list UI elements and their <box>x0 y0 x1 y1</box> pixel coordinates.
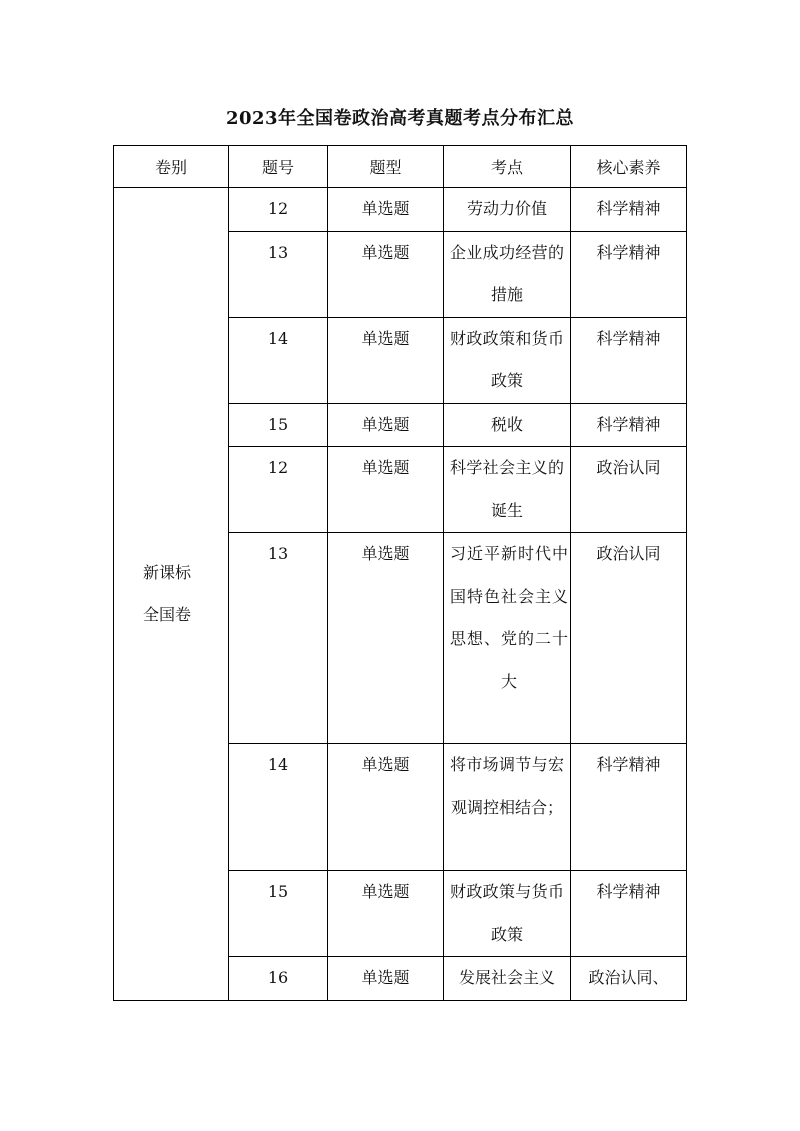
question-type: 单选题 <box>328 447 444 533</box>
question-number: 13 <box>229 533 328 744</box>
question-type: 单选题 <box>328 744 444 871</box>
exam-point: 发展社会主义 <box>444 957 571 1001</box>
header-volume: 卷别 <box>114 146 229 188</box>
document-title: 2023年全国卷政治高考真题考点分布汇总 <box>225 108 575 129</box>
core-literacy: 科学精神 <box>571 231 687 317</box>
question-number: 15 <box>229 871 328 957</box>
core-literacy: 科学精神 <box>571 403 687 447</box>
header-question-type: 题型 <box>328 146 444 188</box>
header-question-number: 题号 <box>229 146 328 188</box>
core-literacy: 科学精神 <box>571 744 687 871</box>
table-header-row <box>114 146 687 188</box>
question-type: 单选题 <box>328 188 444 232</box>
header-exam-point: 考点 <box>444 146 571 188</box>
header-core-literacy: 核心素养 <box>571 146 687 188</box>
question-type: 单选题 <box>328 957 444 1001</box>
core-literacy: 政治认同、 <box>571 957 687 1001</box>
core-literacy: 科学精神 <box>571 871 687 957</box>
exam-point: 科学社会主义的诞生 <box>444 447 571 533</box>
question-number: 12 <box>229 447 328 533</box>
exam-point: 习近平新时代中国特色社会主义思想、党的二十大 <box>444 533 571 744</box>
exam-point-table <box>113 145 687 1001</box>
question-type: 单选题 <box>328 871 444 957</box>
core-literacy: 政治认同 <box>571 447 687 533</box>
core-literacy: 科学精神 <box>571 317 687 403</box>
exam-point: 财政政策与货币政策 <box>444 871 571 957</box>
core-literacy: 科学精神 <box>571 188 687 232</box>
question-number: 14 <box>229 744 328 871</box>
question-type: 单选题 <box>328 533 444 744</box>
exam-point: 劳动力价值 <box>444 188 571 232</box>
question-number: 12 <box>229 188 328 232</box>
volume-line-1: 新课标 <box>142 562 191 582</box>
question-number: 13 <box>229 231 328 317</box>
question-number: 16 <box>229 957 328 1001</box>
question-type: 单选题 <box>328 231 444 317</box>
question-type: 单选题 <box>328 317 444 403</box>
exam-point: 将市场调节与宏观调控相结合； <box>444 744 571 871</box>
core-literacy: 政治认同 <box>571 533 687 744</box>
question-type: 单选题 <box>328 403 444 447</box>
question-number: 15 <box>229 403 328 447</box>
question-number: 14 <box>229 317 328 403</box>
volume-line-2: 全国卷 <box>142 604 191 624</box>
exam-point: 财政政策和货币政策 <box>444 317 571 403</box>
table-row <box>114 188 687 232</box>
exam-point: 税收 <box>444 403 571 447</box>
volume-cell <box>114 188 229 1001</box>
exam-point: 企业成功经营的措施 <box>444 231 571 317</box>
